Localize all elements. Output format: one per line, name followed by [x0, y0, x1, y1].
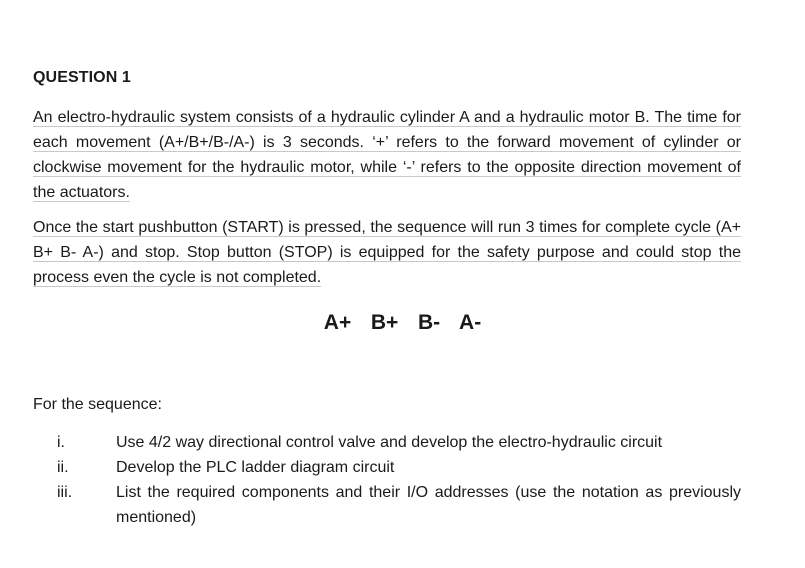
list-item: [33, 455, 741, 480]
task-text: Develop the PLC ladder diagram circuit: [116, 459, 395, 476]
list-item: [33, 430, 741, 455]
list-item: [33, 480, 741, 530]
task-text: Use 4/2 way directional control valve and develop the electro-hydraulic circuit: [116, 434, 663, 451]
task-list: [33, 430, 741, 530]
sequence-operation-text: Once the start pushbutton (START) is pressed, the sequence will run 3 times for complete cycle (A+ B+ B- A-) and stop. Stop button (STOP) is equipped for the safety purpose and could stop the process even the cycle is not completed.: [33, 219, 741, 286]
sequence-text: A+ B+ B- A-: [323, 311, 482, 334]
sequence-operation-paragraph: [33, 215, 741, 290]
problem-description-paragraph: [33, 105, 741, 205]
list-marker: i.: [57, 434, 65, 451]
problem-description-text: An electro-hydraulic system consists of a hydraulic cylinder A and a hydraulic motor B. The time for each movement (A+/B+/B-/A-) is 3 seconds. ‘+’ refers to the forward movement of cylinder or clockwise movement for the hydraulic motor, while ‘-’ refers to the opposite direction movement of the actuators.: [33, 109, 741, 201]
task-text: List the required components and their I/O addresses (use the notation as previously mentioned): [116, 484, 741, 526]
for-sequence-label: For the sequence:: [33, 396, 162, 413]
list-marker: ii.: [57, 459, 69, 476]
list-marker: iii.: [57, 484, 73, 501]
sequence-display: [0, 311, 805, 335]
question-heading: QUESTION 1: [33, 69, 131, 86]
